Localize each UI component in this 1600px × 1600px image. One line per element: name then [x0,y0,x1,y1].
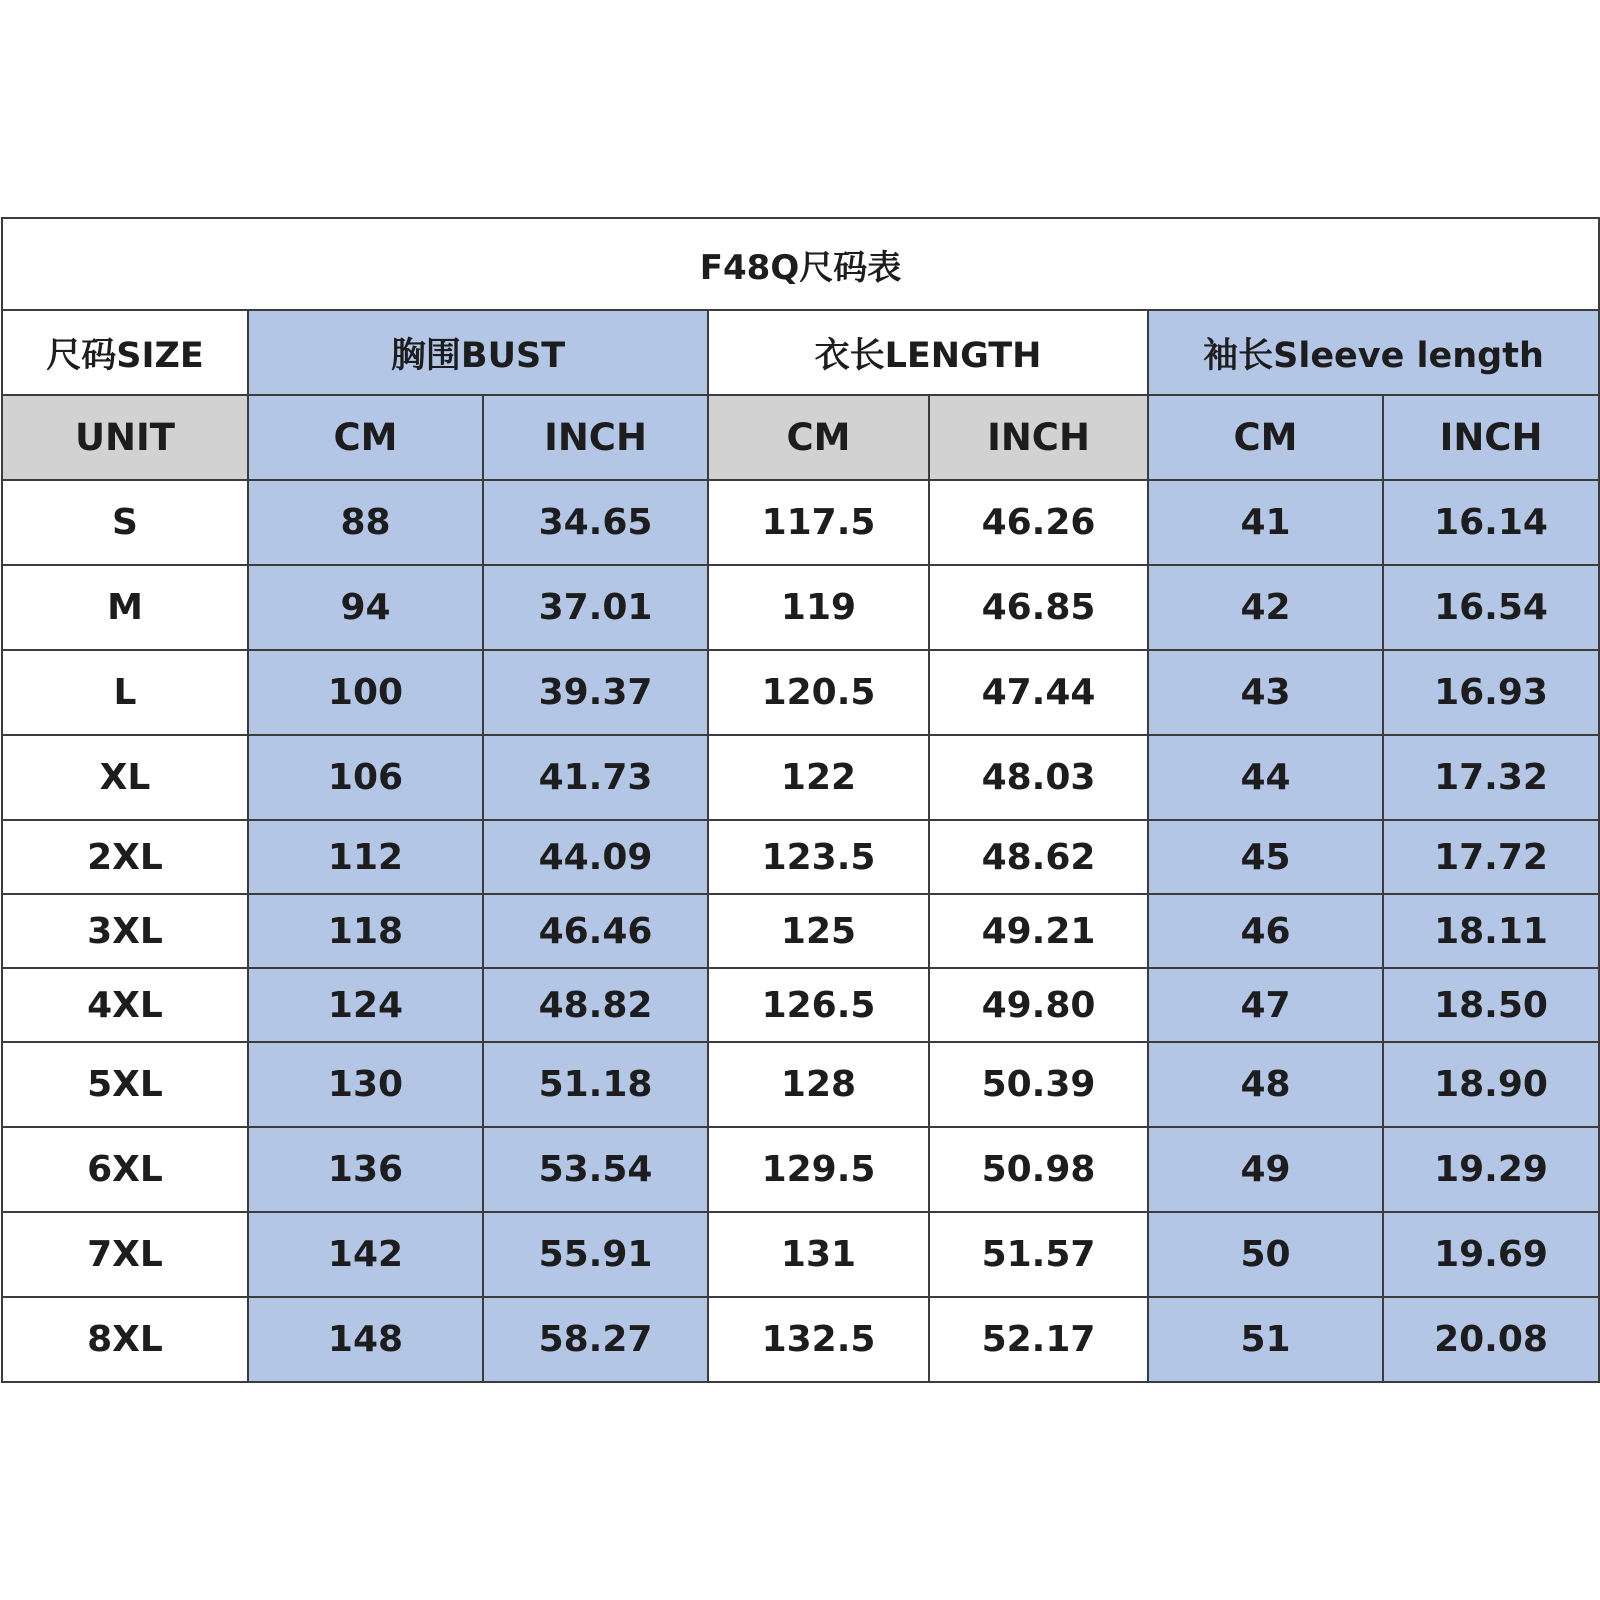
table-row [2,1127,1599,1212]
length-inch-cell: 51.57 [929,1212,1148,1297]
bust-inch-cell: 48.82 [483,968,708,1042]
length-inch-cell: 52.17 [929,1297,1148,1382]
sleeve-inch-cell: 17.32 [1383,735,1599,820]
sleeve-cm-cell: 43 [1148,650,1383,735]
bust-inch-cell: 39.37 [483,650,708,735]
sleeve-cm-cell: 49 [1148,1127,1383,1212]
bust-cm-cell: 124 [248,968,483,1042]
sleeve-cm-cell: 47 [1148,968,1383,1042]
length-cm-cell: 117.5 [708,480,929,565]
table-row [2,735,1599,820]
size-cell: 7XL [2,1212,248,1297]
unit-bust-cm: CM [248,395,483,480]
table-row [2,820,1599,894]
bust-cm-cell: 112 [248,820,483,894]
sleeve-inch-cell: 18.50 [1383,968,1599,1042]
sleeve-cm-cell: 44 [1148,735,1383,820]
unit-sleeve-inch: INCH [1383,395,1599,480]
sleeve-inch-cell: 19.29 [1383,1127,1599,1212]
size-cell: 2XL [2,820,248,894]
table-row [2,968,1599,1042]
header-size: 尺码SIZE [2,310,248,395]
table-row [2,480,1599,565]
bust-inch-cell: 44.09 [483,820,708,894]
length-cm-cell: 119 [708,565,929,650]
table-title: F48Q尺码表 [2,218,1599,310]
header-row [2,310,1599,395]
length-inch-cell: 49.80 [929,968,1148,1042]
length-cm-cell: 132.5 [708,1297,929,1382]
sleeve-cm-cell: 50 [1148,1212,1383,1297]
length-inch-cell: 50.39 [929,1042,1148,1127]
sleeve-cm-cell: 51 [1148,1297,1383,1382]
sleeve-inch-cell: 17.72 [1383,820,1599,894]
header-sleeve: 袖长Sleeve length [1148,310,1599,395]
length-inch-cell: 46.85 [929,565,1148,650]
bust-inch-cell: 53.54 [483,1127,708,1212]
unit-length-cm: CM [708,395,929,480]
bust-cm-cell: 142 [248,1212,483,1297]
bust-inch-cell: 58.27 [483,1297,708,1382]
size-cell: 4XL [2,968,248,1042]
length-cm-cell: 123.5 [708,820,929,894]
size-cell: XL [2,735,248,820]
size-cell: 3XL [2,894,248,968]
unit-label: UNIT [2,395,248,480]
sleeve-inch-cell: 16.93 [1383,650,1599,735]
sleeve-inch-cell: 20.08 [1383,1297,1599,1382]
unit-bust-inch: INCH [483,395,708,480]
sleeve-cm-cell: 45 [1148,820,1383,894]
bust-inch-cell: 46.46 [483,894,708,968]
length-cm-cell: 126.5 [708,968,929,1042]
size-cell: S [2,480,248,565]
table-row [2,1297,1599,1382]
sleeve-cm-cell: 41 [1148,480,1383,565]
unit-sleeve-cm: CM [1148,395,1383,480]
bust-inch-cell: 37.01 [483,565,708,650]
table-row [2,1042,1599,1127]
sleeve-cm-cell: 46 [1148,894,1383,968]
bust-cm-cell: 118 [248,894,483,968]
size-chart-table [1,217,1600,1383]
sleeve-cm-cell: 48 [1148,1042,1383,1127]
bust-inch-cell: 34.65 [483,480,708,565]
bust-cm-cell: 100 [248,650,483,735]
table-row [2,565,1599,650]
sleeve-cm-cell: 42 [1148,565,1383,650]
table-row [2,650,1599,735]
bust-cm-cell: 106 [248,735,483,820]
size-cell: L [2,650,248,735]
table-row [2,894,1599,968]
size-cell: M [2,565,248,650]
length-cm-cell: 128 [708,1042,929,1127]
length-cm-cell: 125 [708,894,929,968]
table-row [2,1212,1599,1297]
size-cell: 8XL [2,1297,248,1382]
length-inch-cell: 49.21 [929,894,1148,968]
sleeve-inch-cell: 16.14 [1383,480,1599,565]
length-inch-cell: 47.44 [929,650,1148,735]
bust-inch-cell: 41.73 [483,735,708,820]
size-cell: 6XL [2,1127,248,1212]
sleeve-inch-cell: 18.11 [1383,894,1599,968]
bust-cm-cell: 88 [248,480,483,565]
bust-cm-cell: 148 [248,1297,483,1382]
length-inch-cell: 48.62 [929,820,1148,894]
length-cm-cell: 129.5 [708,1127,929,1212]
bust-cm-cell: 130 [248,1042,483,1127]
header-bust: 胸围BUST [248,310,708,395]
length-inch-cell: 46.26 [929,480,1148,565]
header-length: 衣长LENGTH [708,310,1148,395]
length-inch-cell: 48.03 [929,735,1148,820]
unit-row [2,395,1599,480]
length-cm-cell: 120.5 [708,650,929,735]
sleeve-inch-cell: 16.54 [1383,565,1599,650]
sleeve-inch-cell: 18.90 [1383,1042,1599,1127]
size-cell: 5XL [2,1042,248,1127]
unit-length-inch: INCH [929,395,1148,480]
bust-cm-cell: 136 [248,1127,483,1212]
length-inch-cell: 50.98 [929,1127,1148,1212]
length-cm-cell: 122 [708,735,929,820]
bust-inch-cell: 51.18 [483,1042,708,1127]
title-row [2,218,1599,310]
length-cm-cell: 131 [708,1212,929,1297]
bust-cm-cell: 94 [248,565,483,650]
sleeve-inch-cell: 19.69 [1383,1212,1599,1297]
bust-inch-cell: 55.91 [483,1212,708,1297]
